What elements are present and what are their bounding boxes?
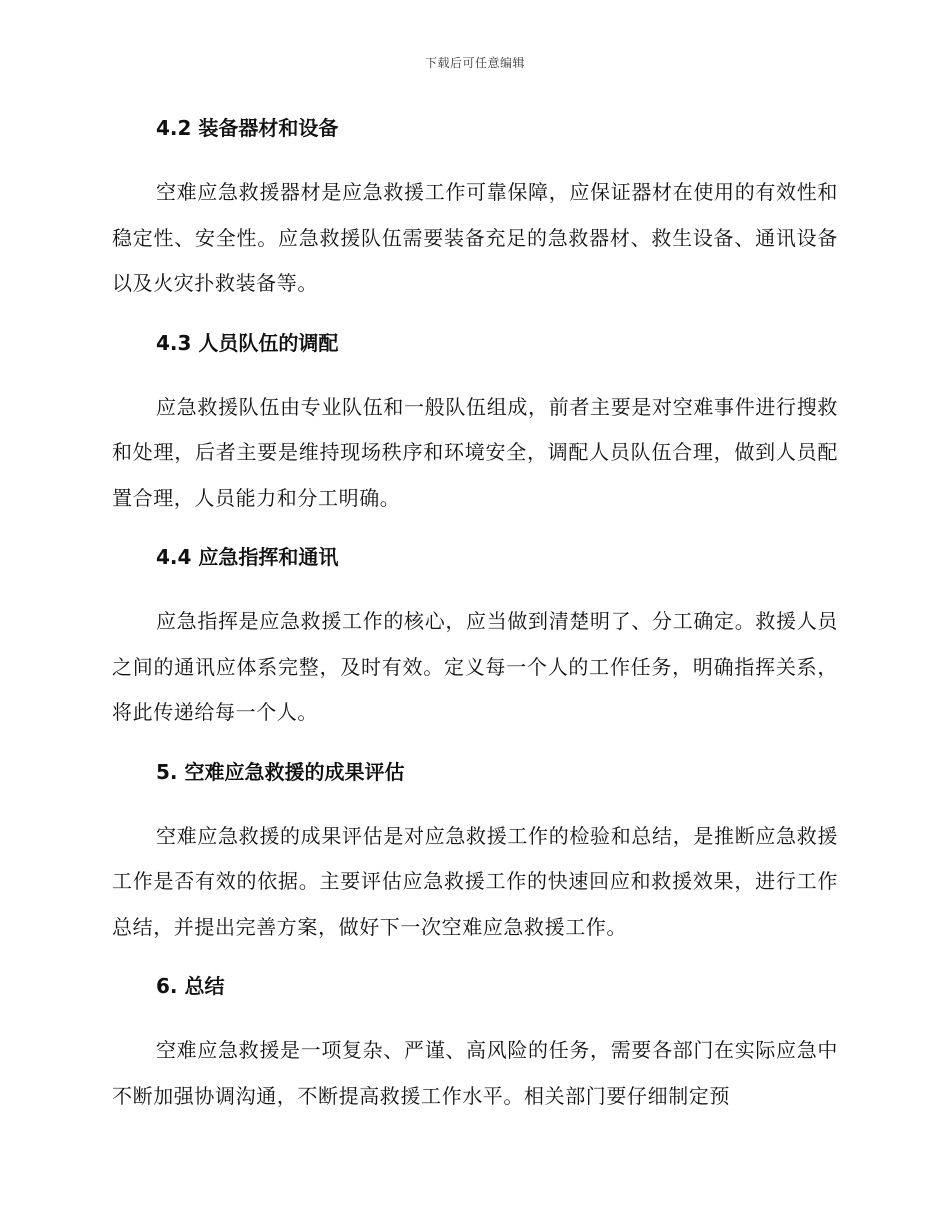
section-4-4 <box>112 543 838 758</box>
section-paragraph: 应急救援队伍由专业队伍和一般队伍组成，前者主要是对空难事件进行搜救和处理，后者主要是维持现场秩序和环境安全，调配人员队伍合理，做到人员配置合理，人员能力和分工明确。 <box>112 394 838 510</box>
section-6 <box>112 972 838 1119</box>
section-4-2 <box>112 114 838 329</box>
header-note: 下载后可任意编辑 <box>424 56 525 70</box>
document-content <box>112 114 838 1119</box>
section-paragraph: 空难应急救援的成果评估是对应急救援工作的检验和总结，是推断应急救援工作是否有效的依据。主要评估应急救援工作的快速回应和救援效果，进行工作总结，并提出完善方案，做好下一次空难应急救援工作。 <box>112 823 838 939</box>
section-5 <box>112 758 838 973</box>
section-paragraph: 空难应急救援器材是应急救援工作可靠保障，应保证器材在使用的有效性和稳定性、安全性。应急救援队伍需要装备充足的急救器材、救生设备、通讯设备以及火灾扑救装备等。 <box>112 180 838 295</box>
section-heading: 6. 总结 <box>156 974 225 998</box>
section-heading: 4.3 人员队伍的调配 <box>156 330 339 355</box>
section-heading: 4.2 装备器材和设备 <box>156 116 339 140</box>
section-heading: 4.4 应急指挥和通讯 <box>156 545 339 569</box>
section-paragraph: 应急指挥是应急救援工作的核心，应当做到清楚明了、分工确定。救援人员之间的通讯应体系完整，及时有效。定义每一个人的工作任务，明确指挥关系，将此传递给每一个人。 <box>112 609 838 724</box>
section-4-3 <box>112 329 838 544</box>
section-paragraph: 空难应急救援是一项复杂、严谨、高风险的任务，需要各部门在实际应急中不断加强协调沟通，不断提高救援工作水平。相关部门要仔细制定预 <box>112 1038 838 1108</box>
section-heading: 5. 空难应急救援的成果评估 <box>156 759 405 784</box>
